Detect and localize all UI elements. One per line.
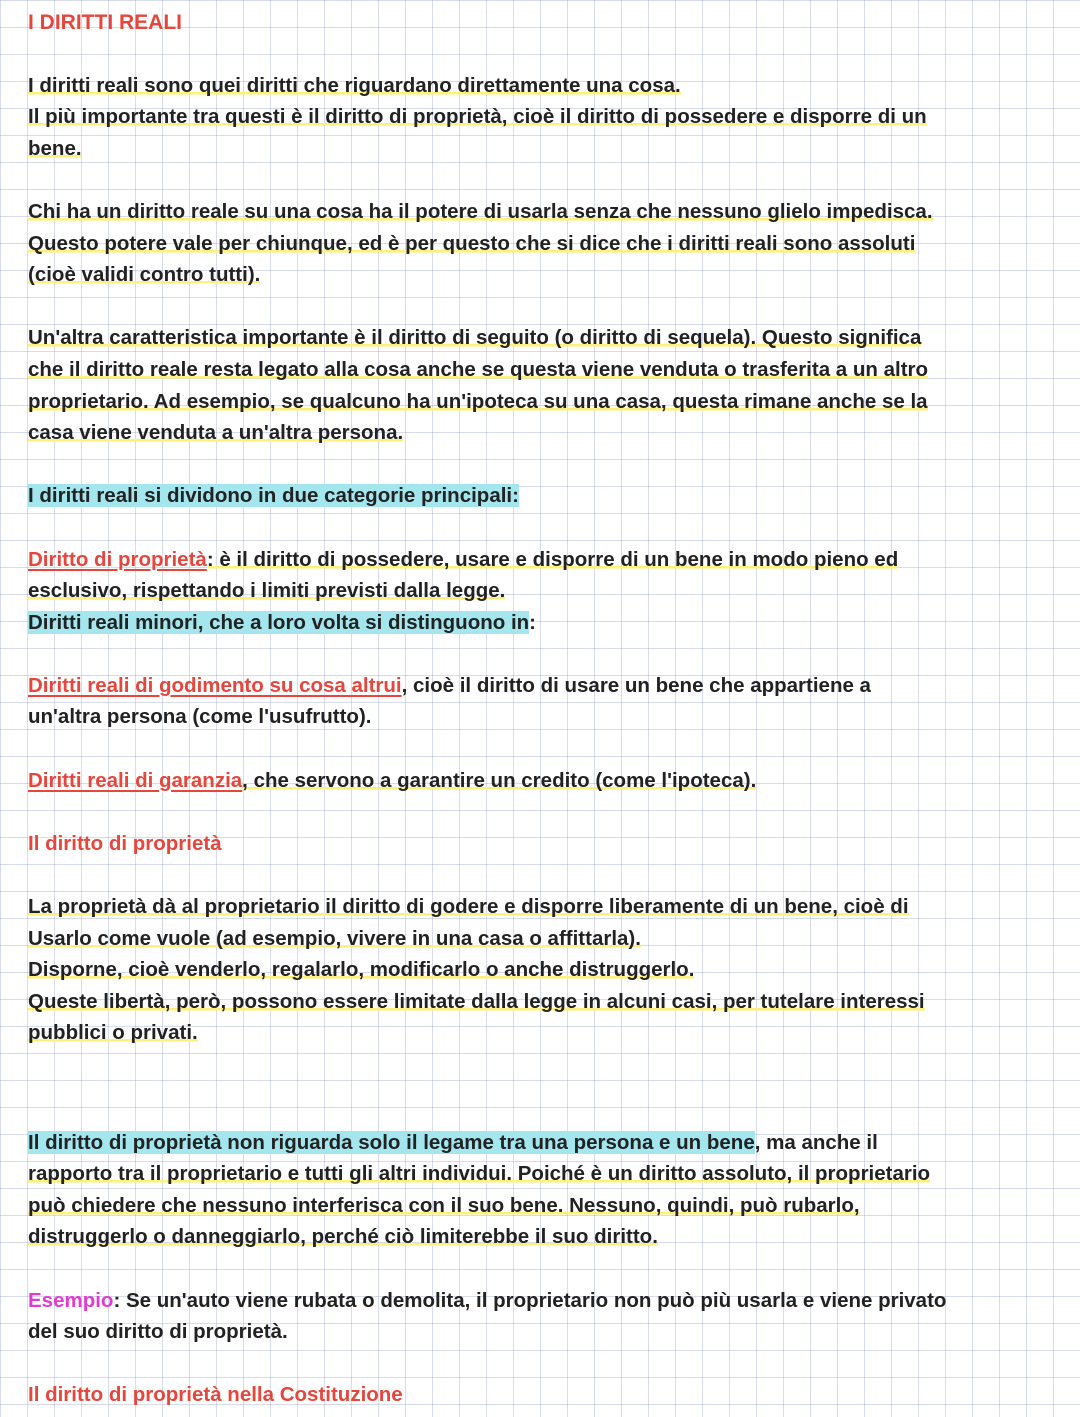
text-line: La proprietà dà al proprietario il diritto di godere e disporre liberamente di un bene, cioè di	[28, 895, 909, 919]
text-line: , cioè il diritto di usare un bene che appartiene a	[401, 673, 871, 697]
text-line: : è il diritto di possedere, usare e disporre di un bene in modo pieno ed	[206, 547, 899, 571]
text-line: , che servono a garantire un credito (come l'ipoteca).	[242, 768, 757, 792]
text-line: un'altra persona (come l'usufrutto).	[28, 705, 372, 729]
categories-heading	[28, 480, 1058, 512]
text-line: : Se un'auto viene rubata o demolita, il proprietario non può più usarla e viene privato	[113, 1288, 947, 1312]
text-line: Usarlo come vuole (ad esempio, vivere in una casa o affittarla).	[28, 926, 641, 950]
section-heading-proprieta: Il diritto di proprietà	[28, 831, 222, 855]
text-line: esclusivo, rispettando i limiti previsti dalla legge.	[28, 579, 506, 603]
section-heading-costituzione: Il diritto di proprietà nella Costituzione	[28, 1383, 403, 1407]
paragraph-godimento	[28, 670, 1058, 733]
text-line: del suo diritto di proprietà.	[28, 1320, 288, 1344]
paragraph-proprieta-def	[28, 544, 1058, 639]
text-line: Il più importante tra questi è il diritto di proprietà, cioè il diritto di possedere e disporre di un	[28, 105, 927, 129]
term-diritto-proprieta: Diritto di proprietà	[28, 547, 207, 571]
text-line: Un'altra caratteristica importante è il diritto di seguito (o diritto di sequela). Questo significa	[28, 326, 922, 350]
term-esempio: Esempio	[28, 1288, 114, 1312]
text-line: casa viene venduta a un'altra persona.	[28, 421, 404, 445]
text-line: , ma anche il	[754, 1130, 878, 1154]
term-diritti-garanzia: Diritti reali di garanzia	[28, 768, 243, 792]
text-line: :	[529, 610, 536, 634]
term-diritti-godimento: Diritti reali di godimento su cosa altrui	[28, 673, 402, 697]
highlighted-text: Il diritto di proprietà non riguarda solo il legame tra una persona e un bene	[28, 1130, 755, 1154]
notes-page	[28, 8, 1058, 1411]
text-line: può chiedere che nessuno interferisca con il suo bene. Nessuno, quindi, può rubarlo,	[28, 1193, 860, 1217]
text-line: Questo potere vale per chiunque, ed è per questo che si dice che i diritti reali sono assoluti	[28, 231, 916, 255]
text-line: distruggerlo o danneggiarlo, perché ciò limiterebbe il suo diritto.	[28, 1225, 658, 1249]
paragraph-proprieta-poteri	[28, 891, 1058, 1049]
text-line: Chi ha un diritto reale su una cosa ha il potere di usarla senza che nessuno glielo impedisca.	[28, 199, 933, 223]
highlighted-text: I diritti reali si dividono in due categorie principali:	[28, 484, 519, 508]
text-line: Disporne, cioè venderlo, regalarlo, modificarlo o anche distruggerlo.	[28, 958, 695, 982]
paragraph-assoluti	[28, 196, 1058, 291]
text-line: rapporto tra il proprietario e tutti gli altri individui. Poiché è un diritto assoluto, il proprietario	[28, 1162, 931, 1186]
text-line: proprietario. Ad esempio, se qualcuno ha un'ipoteca su una casa, questa rimane anche se la	[28, 389, 928, 413]
paragraph-intro	[28, 70, 1058, 165]
text-line: Queste libertà, però, possono essere limitate dalla legge in alcuni casi, per tutelare interessi	[28, 989, 925, 1013]
text-line: I diritti reali sono quei diritti che riguardano direttamente una cosa.	[28, 73, 681, 97]
paragraph-esempio	[28, 1285, 1058, 1348]
highlighted-text: Diritti reali minori, che a loro volta si distinguono in	[28, 610, 530, 634]
page-title: I DIRITTI REALI	[28, 11, 182, 34]
text-line: bene.	[28, 136, 82, 160]
text-line: (cioè validi contro tutti).	[28, 263, 261, 287]
paragraph-rapporto	[28, 1127, 1058, 1253]
paragraph-sequela	[28, 322, 1058, 448]
paragraph-garanzia	[28, 765, 1058, 797]
text-line: che il diritto reale resta legato alla cosa anche se questa viene venduta o trasferita a un altro	[28, 357, 929, 381]
text-line: pubblici o privati.	[28, 1021, 198, 1045]
